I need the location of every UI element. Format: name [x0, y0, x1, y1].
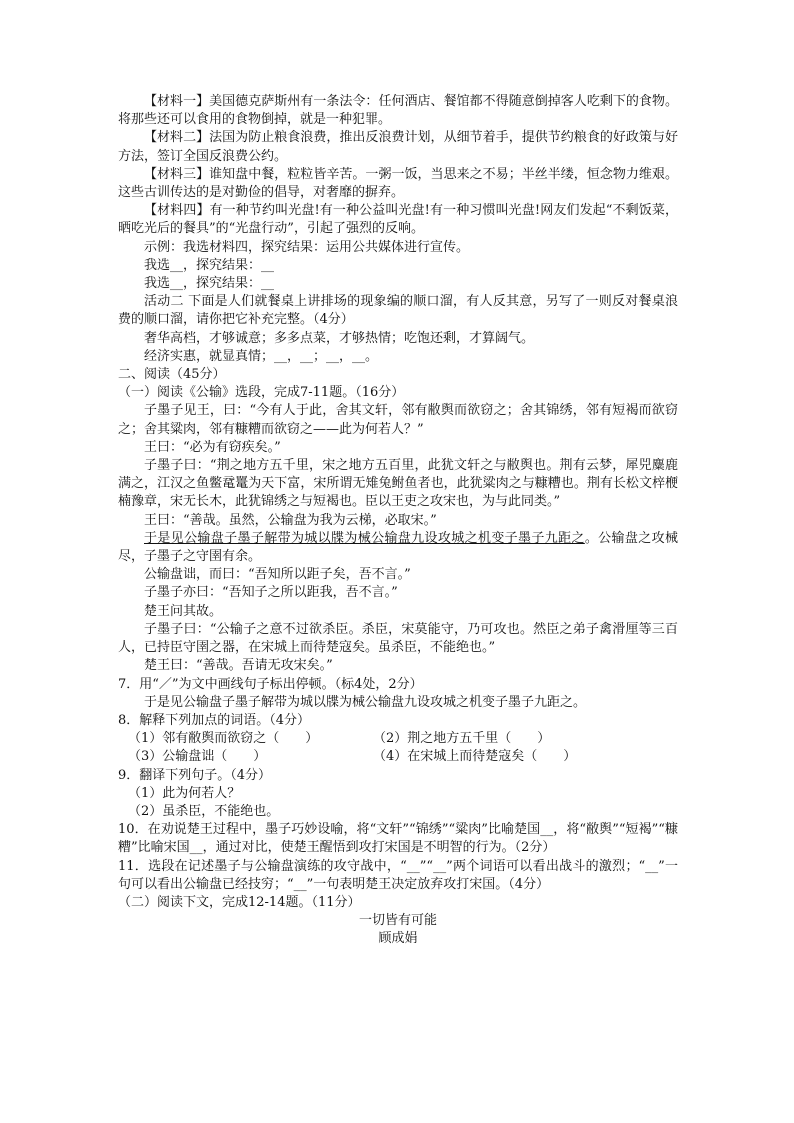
question-8-item-4: （4）在宋城上而待楚寇矣（ ） [373, 749, 577, 765]
jingle-line-1: 奢华高档，才够诚意；多多点菜，才够热情；吃饱还剩，才算阔气。 [144, 330, 535, 346]
passage-paragraph-3: 子墨子曰：“荆之地方五千里，宋之地方五百里，此犹文轩之与敝舆也。荆有云梦，犀兕麋鹿满之，江汉之鱼鳖鼋鼍为天下富，宋所谓无雉兔鲋鱼者也，此犹粱肉之与糠糟也。荆有长松文梓楩楠豫章，宋无长木，此犹锦绣之与短褐也。臣以王吏之攻宋也，为与此同类。” [118, 458, 678, 510]
material-1: 【材料一】美国德克萨斯州有一条法令：任何酒店、餐馆都不得随意倒掉客人吃剩下的食物。将那些还可以食用的食物倒掉，就是一种犯罪。 [118, 94, 678, 128]
passage-paragraph-4: 王曰：“善哉。虽然，公输盘为我为云梯，必取宋。” [144, 512, 437, 528]
document-page [118, 93, 678, 949]
material-2: 【材料二】法国为防止粮食浪费，推出反浪费计划，从细节着手，提供节约粮食的好政策与好方法，签订全国反浪费公约。 [118, 130, 678, 164]
question-9: 9．翻译下列句子。（4分） [118, 767, 272, 783]
passage-paragraph-1: 子墨子见王，曰：“今有人于此，舍其文轩，邻有敝舆而欲窃之；舍其锦绣，邻有短褐而欲窃之；舍其粱肉，邻有糠糟而欲窃之——此为何若人？” [118, 403, 678, 437]
question-8: 8．解释下列加点的词语。（4分） [118, 712, 311, 728]
activity-2: 活动二 下面是人们就餐桌上讲排场的现象编的顺口溜，有人反其意，另写了一则反对餐桌浪费的顺口溜，请你把它补充完整。（4分） [118, 294, 678, 328]
material-4: 【材料四】有一种节约叫光盘!有一种公益叫光盘!有一种习惯叫光盘!网友们发起“不剩饭菜，晒吃光后的餐具”的“光盘行动”，引起了强烈的反响。 [118, 203, 678, 237]
question-11: 11．选段在记述墨子与公输盘演练的攻守战中，“__”“__”两个词语可以看出战斗的激烈；“__”一句可以看出公输盘已经技穷；“__”一句表明楚王决定放弃攻打宋国。（4分） [118, 858, 678, 892]
question-8-row-1 [118, 730, 678, 748]
question-9-item-1: （1）此为何若人？ [128, 785, 241, 801]
passage-paragraph-5 [118, 530, 678, 566]
paragraph-5-rest: 。公输盘之攻械尽，子墨子之守圉有余。 [118, 530, 678, 565]
article-title: 一切皆有可能 [358, 913, 437, 929]
part-1-heading: （一）阅读《公输》选段，完成7-11题。（16分） [118, 385, 405, 401]
question-8-item-1: （1）邻有敝舆而欲窃之（ ） [128, 731, 319, 747]
underlined-sentence: 于是见公输盘子墨子解带为城以牒为械公输盘九设攻城之机变子墨子九距之 [144, 530, 585, 546]
question-8-item-2: （2）荆之地方五千里（ ） [373, 731, 551, 747]
passage-paragraph-7: 子墨子亦曰：“吾知子之所以距我，吾不言。” [144, 585, 398, 601]
question-7: 7．用“／”为文中画线句子标出停顿。（标4处，2分） [118, 676, 423, 692]
passage-paragraph-8: 楚王问其故。 [144, 603, 223, 619]
passage-paragraph-2: 王曰：“必为有窃疾矣。” [144, 439, 281, 455]
passage-paragraph-10: 楚王曰：“善哉。吾请无攻宋矣。” [144, 658, 333, 674]
choice-line-2: 我选__，探究结果：__ [144, 276, 275, 292]
choice-line-1: 我选__，探究结果：__ [144, 257, 275, 273]
question-10: 10．在劝说楚王过程中，墨子巧妙设喻，将“文轩”“锦绣”“粱肉”比喻楚国__，将“敝舆”“短褐”“糠糟”比喻宋国__，通过对比，使楚王醒悟到攻打宋国是不明智的行为。（2分） [118, 822, 678, 856]
material-3: 【材料三】谁知盘中餐，粒粒皆辛苦。一粥一饭，当思来之不易；半丝半缕，恒念物力维艰。这些古训传达的是对勤俭的倡导，对奢靡的摒弃。 [118, 166, 678, 201]
reading-heading: 二、阅读（45分） [118, 367, 226, 383]
article-author: 顾成娟 [378, 931, 418, 947]
question-7-text: 于是见公输盘子墨子解带为城以牒为械公输盘九设攻城之机变子墨子九距之。 [144, 694, 587, 710]
jingle-line-2: 经济实惠，就显真情；__，__；__，__。 [144, 348, 379, 364]
passage-paragraph-6: 公输盘诎，而曰：“吾知所以距子矣，吾不言。” [144, 567, 411, 583]
part-2-heading: （二）阅读下文，完成12-14题。（11分） [118, 894, 361, 910]
passage-paragraph-9: 子墨子曰：“公输子之意不过欲杀臣。杀臣，宋莫能守，乃可攻也。然臣之弟子禽滑厘等三百人，已持臣守圉之器，在宋城上而待楚寇矣。虽杀臣，不能绝也。” [118, 621, 678, 656]
question-9-item-2: （2）虽杀臣，不能绝也。 [128, 803, 280, 819]
example-line: 示例：我选材料四，探究结果：运用公共媒体进行宣传。 [144, 239, 470, 255]
question-8-row-2 [118, 748, 678, 766]
question-8-item-3: （3）公输盘诎（ ） [128, 749, 267, 765]
